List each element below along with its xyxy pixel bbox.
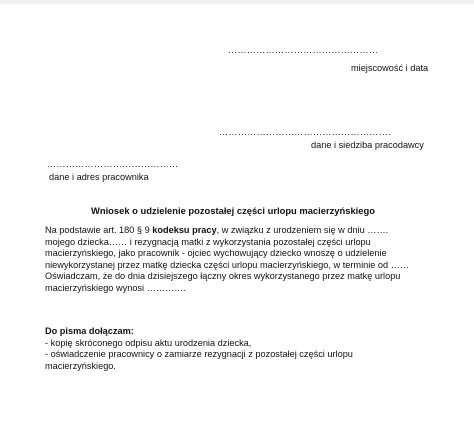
body-line-3: macierzyńskiego, jako pracownik - ojciec wychowujący dziecko wnoszę o udzielenie	[45, 248, 387, 259]
body-line-1-end: , w związku z urodzeniem się w dniu …….	[216, 225, 389, 235]
labour-code-reference: kodeksu pracy	[152, 225, 217, 235]
body-line-1-start: Na podstawie art. 180 § 9	[45, 225, 153, 235]
attachment-item-2-continued: macierzyńskiego.	[45, 360, 116, 371]
place-date-label: miejscowość i data	[351, 63, 429, 73]
attachments-section	[45, 326, 353, 372]
request-paragraph	[45, 225, 435, 295]
body-line-6: macierzyńskiego wynosi ………….	[45, 282, 186, 293]
document-title: Wniosek o udzielenie pozostałej części urlopu macierzyńskiego	[91, 205, 375, 216]
employer-dotted-line: ……………………………………………….	[219, 127, 391, 137]
employer-label: dane i siedziba pracodawcy	[311, 140, 424, 150]
attachment-item-2: - oświadczenie pracownicy o zamiarze rezygnacji z pozostałej części urlopu	[45, 349, 353, 360]
attachments-heading: Do pisma dołączam:	[45, 326, 134, 336]
attachment-item-1: - kopię skróconego odpisu aktu urodzenia dziecka,	[45, 337, 252, 348]
body-line-2: mojego dziecka…… i rezygnacją matki z wykorzystania pozostałej części urlopu	[45, 236, 371, 247]
page-top-edge	[0, 0, 474, 4]
employee-label: dane i adres pracownika	[49, 172, 149, 182]
body-line-5: Oświadczam, że do dnia dzisiejszego łączny okres wykorzystanego przez matkę urlopu	[45, 271, 401, 282]
body-line-1	[45, 225, 435, 237]
employee-dotted-line: ……………………………………	[47, 159, 179, 169]
place-date-dotted-line: …………………………………………	[228, 45, 379, 55]
body-line-4: niewykorzystanej przez matkę dziecka części urlopu macierzyńskiego, w terminie od ……	[45, 259, 410, 270]
